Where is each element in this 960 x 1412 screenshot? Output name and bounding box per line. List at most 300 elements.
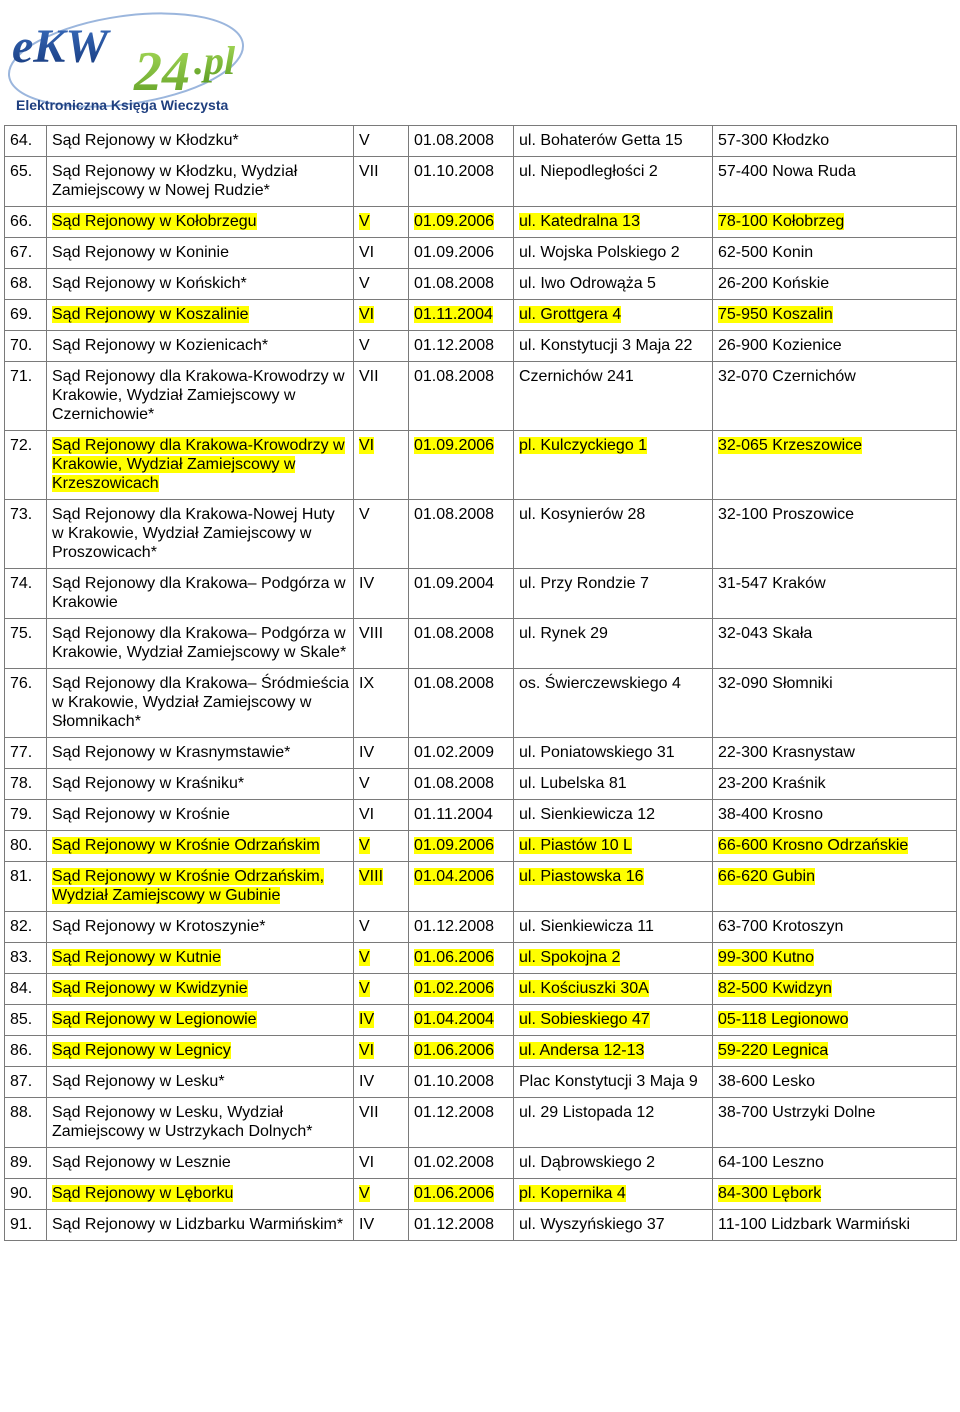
postal-city: 23-200 Kraśnik [718,775,826,792]
court-name-cell [47,331,354,362]
row-number-cell [5,912,47,943]
street-address: ul. Dąbrowskiego 2 [519,1154,656,1171]
court-name: Sąd Rejonowy dla Krakowa– Podgórza w Krakowie [52,575,346,611]
start-date: 01.12.2008 [414,918,495,935]
row-number: 81. [10,868,33,885]
street-address: ul. Kosynierów 28 [519,506,646,523]
court-name: Sąd Rejonowy w Legionowie [52,1011,257,1028]
department-cell [354,1210,409,1241]
postal-city-cell [713,300,957,331]
start-date: 01.06.2006 [414,949,495,966]
postal-city: 05-118 Legionowo [718,1011,849,1028]
postal-city: 75-950 Koszalin [718,306,833,323]
street-address-cell [514,269,713,300]
postal-city-cell [713,800,957,831]
start-date: 01.04.2006 [414,868,495,885]
street-address-cell [514,331,713,362]
postal-city-cell [713,207,957,238]
department-cell [354,831,409,862]
street-address-cell [514,157,713,207]
row-number: 86. [10,1042,33,1059]
department: VII [359,1104,379,1121]
start-date-cell [409,207,514,238]
department: V [359,337,370,354]
postal-city-cell [713,1005,957,1036]
court-name-cell [47,569,354,619]
department: VI [359,1154,375,1171]
row-number: 84. [10,980,33,997]
table-row [5,569,957,619]
start-date-cell [409,738,514,769]
postal-city: 66-620 Gubin [718,868,815,885]
start-date-cell [409,1098,514,1148]
court-name: Sąd Rejonowy dla Krakowa-Krowodrzy w Krakowie, Wydział Zamiejscowy w Czernichowie* [52,368,345,423]
postal-city: 57-300 Kłodzko [718,132,830,149]
court-name: Sąd Rejonowy w Kraśniku* [52,775,245,792]
street-address: ul. Piastowska 16 [519,868,644,885]
row-number: 65. [10,163,33,180]
street-address-cell [514,431,713,500]
court-name-cell [47,862,354,912]
department: IV [359,744,375,761]
postal-city: 11-100 Lidzbark Warmiński [718,1216,911,1233]
postal-city: 66-600 Krosno Odrzańskie [718,837,909,854]
row-number-cell [5,331,47,362]
court-name-cell [47,1210,354,1241]
department: VII [359,368,379,385]
postal-city: 26-200 Końskie [718,275,830,292]
postal-city-cell [713,362,957,431]
department-cell [354,1098,409,1148]
department: V [359,506,370,523]
start-date-cell [409,500,514,569]
court-name-cell [47,669,354,738]
department: IV [359,1073,375,1090]
department: VI [359,244,375,261]
street-address-cell [514,300,713,331]
row-number-cell [5,1179,47,1210]
court-name: Sąd Rejonowy w Lesku* [52,1073,225,1090]
start-date: 01.02.2008 [414,1154,495,1171]
row-number: 83. [10,949,33,966]
court-name-cell [47,943,354,974]
start-date: 01.12.2008 [414,1216,495,1233]
start-date: 01.08.2008 [414,506,495,523]
court-name-cell [47,769,354,800]
table-row [5,157,957,207]
logo-brand-tld: .pl [194,38,236,83]
court-name: Sąd Rejonowy w Krośnie Odrzańskim [52,837,320,854]
court-name: Sąd Rejonowy w Lęborku [52,1185,234,1202]
row-number-cell [5,769,47,800]
start-date: 01.08.2008 [414,275,495,292]
street-address: ul. 29 Listopada 12 [519,1104,655,1121]
street-address-cell [514,1098,713,1148]
street-address-cell [514,943,713,974]
row-number: 74. [10,575,33,592]
department: V [359,980,370,997]
street-address: ul. Iwo Odrowąża 5 [519,275,656,292]
court-name-cell [47,500,354,569]
court-name-cell [47,1148,354,1179]
court-name: Sąd Rejonowy w Legnicy [52,1042,231,1059]
start-date: 01.12.2008 [414,337,495,354]
street-address-cell [514,207,713,238]
department: IV [359,1011,375,1028]
department-cell [354,1067,409,1098]
start-date-cell [409,269,514,300]
table-row [5,207,957,238]
row-number-cell [5,974,47,1005]
start-date-cell [409,800,514,831]
postal-city: 32-065 Krzeszowice [718,437,863,454]
postal-city-cell [713,1148,957,1179]
table-row [5,238,957,269]
department-cell [354,912,409,943]
court-name: Sąd Rejonowy dla Krakowa– Śródmieścia w Krakowie, Wydział Zamiejscowy w Słomnikach* [52,675,350,730]
department: IX [359,675,375,692]
start-date: 01.08.2008 [414,675,495,692]
start-date: 01.08.2008 [414,132,495,149]
department: VI [359,1042,375,1059]
court-name-cell [47,207,354,238]
department: VIII [359,625,384,642]
street-address-cell [514,1005,713,1036]
start-date-cell [409,238,514,269]
street-address-cell [514,974,713,1005]
table-row [5,974,957,1005]
row-number-cell [5,619,47,669]
row-number: 78. [10,775,33,792]
start-date: 01.11.2004 [414,806,493,823]
court-name: Sąd Rejonowy w Lidzbarku Warmińskim* [52,1216,344,1233]
court-name-cell [47,1067,354,1098]
postal-city: 38-600 Lesko [718,1073,815,1090]
table-row [5,1067,957,1098]
street-address-cell [514,619,713,669]
start-date-cell [409,431,514,500]
department: VIII [359,868,384,885]
court-name-cell [47,431,354,500]
court-name: Sąd Rejonowy w Końskich* [52,275,247,292]
court-name: Sąd Rejonowy w Krasnymstawie* [52,744,291,761]
postal-city-cell [713,269,957,300]
department-cell [354,157,409,207]
street-address-cell [514,669,713,738]
street-address: ul. Wojska Polskiego 2 [519,244,680,261]
start-date: 01.06.2006 [414,1185,495,1202]
court-name-cell [47,974,354,1005]
postal-city: 57-400 Nowa Ruda [718,163,856,180]
street-address: ul. Przy Rondzie 7 [519,575,649,592]
street-address: ul. Sienkiewicza 12 [519,806,656,823]
postal-city: 63-700 Krotoszyn [718,918,844,935]
court-table-body [5,126,957,1241]
postal-city-cell [713,974,957,1005]
start-date-cell [409,331,514,362]
start-date: 01.09.2006 [414,244,495,261]
start-date: 01.09.2006 [414,213,495,230]
table-row [5,362,957,431]
postal-city-cell [713,862,957,912]
start-date-cell [409,300,514,331]
street-address: pl. Kulczyckiego 1 [519,437,648,454]
table-row [5,831,957,862]
postal-city-cell [713,238,957,269]
street-address: ul. Andersa 12-13 [519,1042,645,1059]
row-number-cell [5,1005,47,1036]
row-number-cell [5,207,47,238]
department-cell [354,238,409,269]
table-row [5,269,957,300]
department-cell [354,862,409,912]
street-address-cell [514,126,713,157]
row-number: 76. [10,675,33,692]
postal-city: 59-220 Legnica [718,1042,829,1059]
street-address-cell [514,238,713,269]
department-cell [354,569,409,619]
department-cell [354,943,409,974]
start-date-cell [409,1210,514,1241]
postal-city: 32-100 Proszowice [718,506,855,523]
department-cell [354,269,409,300]
court-name: Sąd Rejonowy w Kutnie [52,949,221,966]
street-address: ul. Wyszyńskiego 37 [519,1216,665,1233]
row-number-cell [5,738,47,769]
department-cell [354,1179,409,1210]
row-number: 79. [10,806,33,823]
table-row [5,1148,957,1179]
row-number-cell [5,800,47,831]
street-address-cell [514,1036,713,1067]
postal-city: 38-400 Krosno [718,806,823,823]
department: V [359,213,370,230]
row-number-cell [5,500,47,569]
postal-city: 99-300 Kutno [718,949,815,966]
postal-city-cell [713,769,957,800]
street-address-cell [514,862,713,912]
court-name: Sąd Rejonowy w Koninie [52,244,229,261]
department-cell [354,362,409,431]
row-number: 64. [10,132,33,149]
department: VI [359,437,375,454]
row-number-cell [5,943,47,974]
postal-city-cell [713,738,957,769]
postal-city-cell [713,1179,957,1210]
table-row [5,862,957,912]
postal-city: 64-100 Leszno [718,1154,824,1171]
department: V [359,275,370,292]
street-address: ul. Grottgera 4 [519,306,622,323]
street-address: ul. Konstytucji 3 Maja 22 [519,337,693,354]
start-date: 01.11.2004 [414,306,493,323]
postal-city: 22-300 Krasnystaw [718,744,855,761]
start-date: 01.02.2009 [414,744,495,761]
start-date-cell [409,126,514,157]
department-cell [354,1036,409,1067]
start-date-cell [409,157,514,207]
row-number: 77. [10,744,33,761]
row-number: 70. [10,337,33,354]
postal-city-cell [713,157,957,207]
row-number: 67. [10,244,33,261]
street-address: os. Świerczewskiego 4 [519,675,681,692]
court-name: Sąd Rejonowy w Kwidzynie [52,980,248,997]
street-address-cell [514,1148,713,1179]
department-cell [354,500,409,569]
table-row [5,1005,957,1036]
postal-city-cell [713,569,957,619]
logo-brand-e: eKW [12,20,108,73]
row-number: 82. [10,918,33,935]
postal-city: 32-090 Słomniki [718,675,833,692]
row-number: 85. [10,1011,33,1028]
postal-city: 31-547 Kraków [718,575,826,592]
street-address: ul. Spokojna 2 [519,949,621,966]
row-number-cell [5,1148,47,1179]
department-cell [354,126,409,157]
table-row [5,126,957,157]
postal-city: 82-500 Kwidzyn [718,980,832,997]
row-number-cell [5,1098,47,1148]
postal-city: 78-100 Kołobrzeg [718,213,845,230]
start-date-cell [409,1036,514,1067]
court-name-cell [47,238,354,269]
row-number: 90. [10,1185,33,1202]
table-row [5,800,957,831]
department-cell [354,669,409,738]
row-number-cell [5,1067,47,1098]
table-row [5,431,957,500]
table-row [5,738,957,769]
postal-city-cell [713,619,957,669]
department-cell [354,619,409,669]
start-date-cell [409,769,514,800]
department-cell [354,800,409,831]
start-date-cell [409,912,514,943]
table-row [5,500,957,569]
row-number: 80. [10,837,33,854]
street-address-cell [514,1179,713,1210]
start-date: 01.08.2008 [414,368,495,385]
postal-city: 32-043 Skała [718,625,813,642]
court-name: Sąd Rejonowy w Kłodzku, Wydział Zamiejscowy w Nowej Rudzie* [52,163,298,199]
department-cell [354,431,409,500]
start-date: 01.02.2006 [414,980,495,997]
table-row [5,769,957,800]
start-date-cell [409,1179,514,1210]
court-name-cell [47,619,354,669]
court-name: Sąd Rejonowy dla Krakowa-Nowej Huty w Krakowie, Wydział Zamiejscowy w Proszowicach* [52,506,335,561]
table-row [5,1098,957,1148]
street-address-cell [514,800,713,831]
start-date: 01.06.2006 [414,1042,495,1059]
table-row [5,1179,957,1210]
row-number-cell [5,238,47,269]
logo-tagline: Elektroniczna Księga Wieczysta [16,97,229,113]
department-cell [354,1005,409,1036]
postal-city-cell [713,500,957,569]
row-number-cell [5,862,47,912]
street-address: Czernichów 241 [519,368,634,385]
street-address: Plac Konstytucji 3 Maja 9 [519,1073,698,1090]
postal-city-cell [713,126,957,157]
row-number: 72. [10,437,33,454]
department: IV [359,1216,375,1233]
start-date-cell [409,862,514,912]
start-date: 01.09.2006 [414,437,495,454]
court-name-cell [47,269,354,300]
row-number: 73. [10,506,33,523]
department-cell [354,1148,409,1179]
street-address: ul. Sienkiewicza 11 [519,918,654,935]
department-cell [354,300,409,331]
street-address: ul. Katedralna 13 [519,213,640,230]
street-address: ul. Piastów 10 L [519,837,632,854]
start-date-cell [409,1148,514,1179]
court-name: Sąd Rejonowy dla Krakowa– Podgórza w Krakowie, Wydział Zamiejscowy w Skale* [52,625,347,661]
postal-city: 62-500 Konin [718,244,814,261]
department-cell [354,207,409,238]
row-number-cell [5,126,47,157]
table-row [5,331,957,362]
department: IV [359,575,375,592]
department: V [359,949,370,966]
row-number-cell [5,569,47,619]
postal-city-cell [713,431,957,500]
department: VII [359,163,379,180]
court-name: Sąd Rejonowy w Krośnie [52,806,230,823]
row-number-cell [5,269,47,300]
street-address-cell [514,362,713,431]
row-number: 87. [10,1073,33,1090]
start-date-cell [409,974,514,1005]
postal-city-cell [713,1210,957,1241]
court-name: Sąd Rejonowy w Krośnie Odrzańskim, Wydział Zamiejscowy w Gubinie [52,868,325,904]
department: V [359,1185,370,1202]
street-address: ul. Sobieskiego 47 [519,1011,650,1028]
start-date: 01.09.2006 [414,837,495,854]
table-row [5,669,957,738]
postal-city-cell [713,912,957,943]
court-name: Sąd Rejonowy w Lesku, Wydział Zamiejscowy w Ustrzykach Dolnych* [52,1104,313,1140]
row-number-cell [5,431,47,500]
street-address-cell [514,831,713,862]
table-row [5,943,957,974]
department-cell [354,738,409,769]
court-name-cell [47,1005,354,1036]
postal-city-cell [713,943,957,974]
court-name: Sąd Rejonowy w Koszalinie [52,306,249,323]
court-name-cell [47,1179,354,1210]
postal-city: 32-070 Czernichów [718,368,856,385]
logo-brand-number: 24 [134,41,190,103]
street-address-cell [514,1067,713,1098]
street-address: ul. Poniatowskiego 31 [519,744,675,761]
row-number: 69. [10,306,33,323]
department-cell [354,769,409,800]
street-address-cell [514,500,713,569]
department-cell [354,331,409,362]
court-name-cell [47,1036,354,1067]
street-address-cell [514,569,713,619]
start-date: 01.12.2008 [414,1104,495,1121]
postal-city-cell [713,1067,957,1098]
start-date-cell [409,569,514,619]
court-name-cell [47,738,354,769]
start-date: 01.10.2008 [414,163,495,180]
postal-city-cell [713,331,957,362]
